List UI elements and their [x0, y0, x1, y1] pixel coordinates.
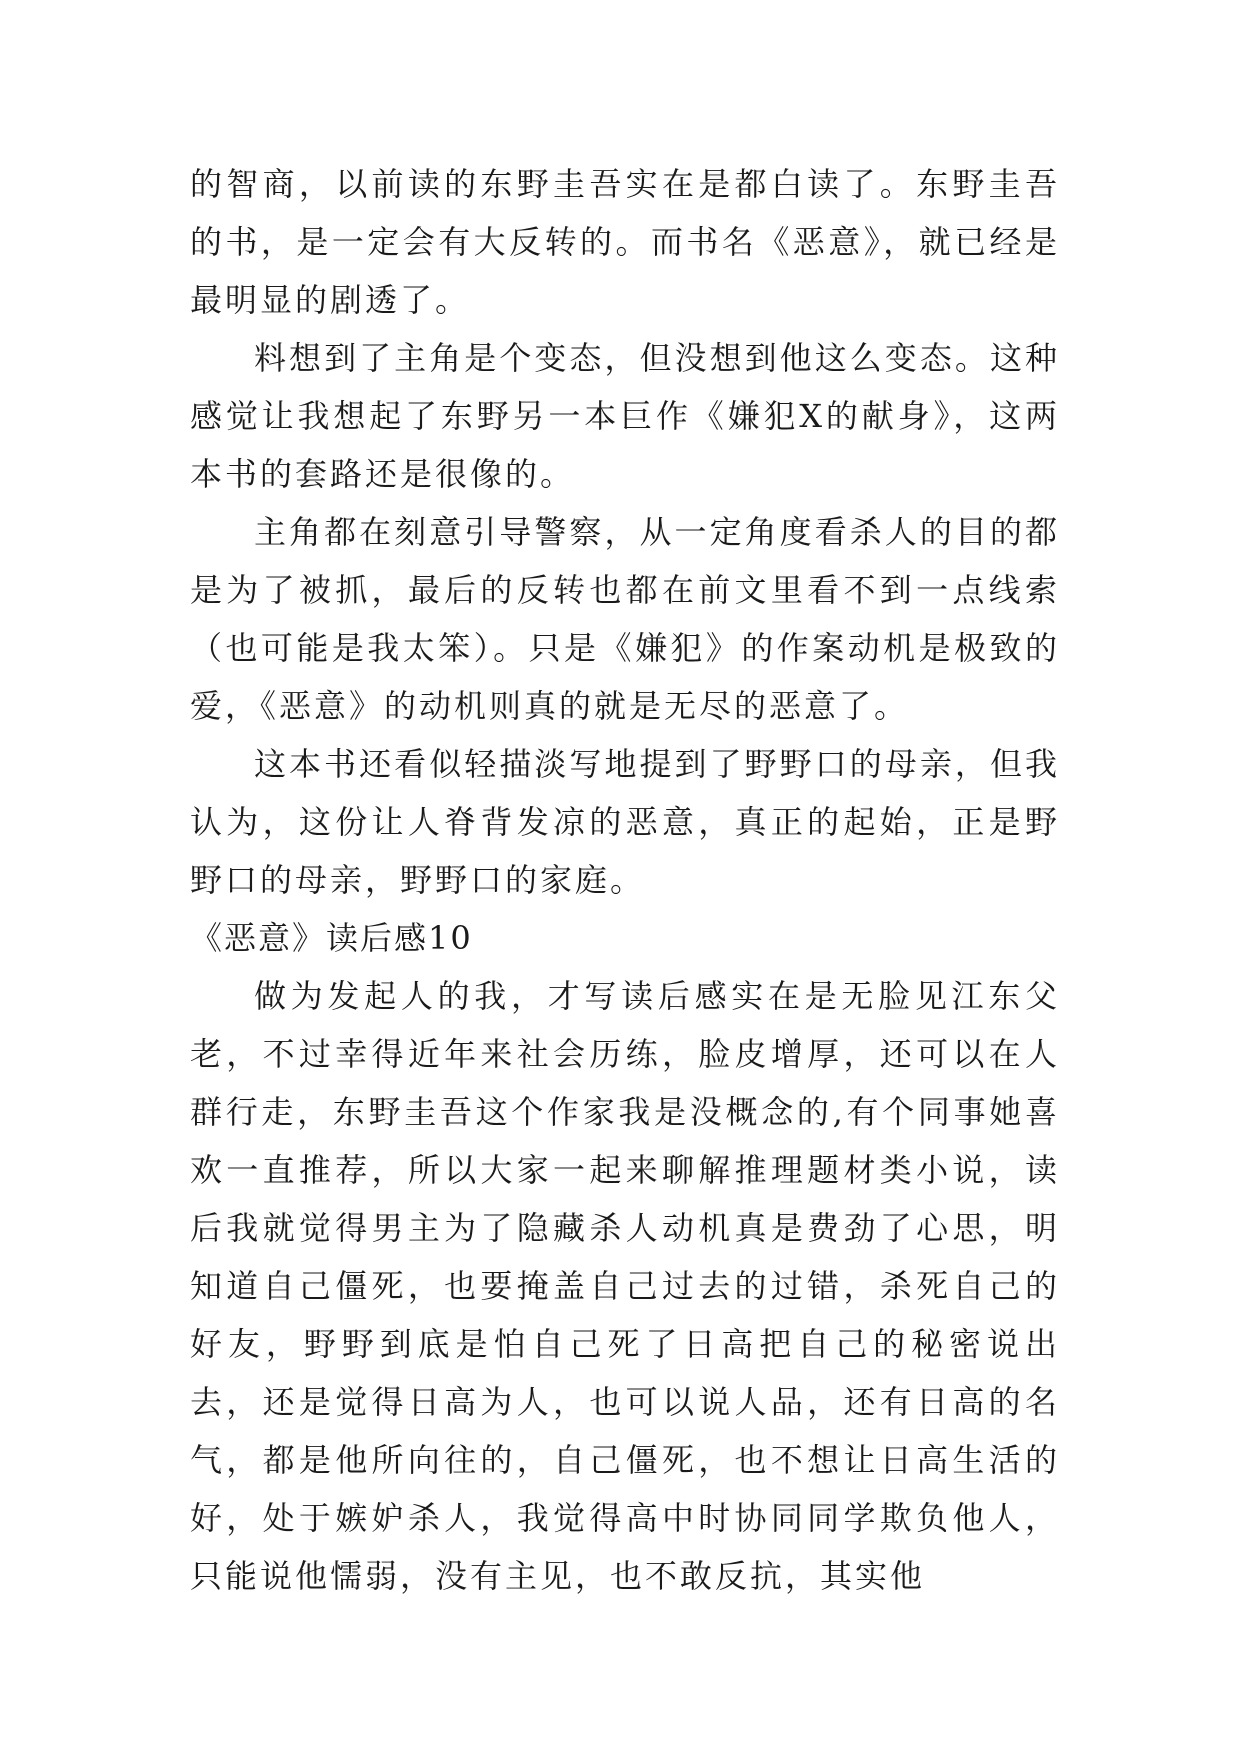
paragraph-3: 主角都在刻意引导警察，从一定角度看杀人的目的都是为了被抓，最后的反转也都在前文里看不到一点线索（也可能是我太笨）。只是《嫌犯》的作案动机是极致的爱，《恶意》的动机则真的就是无尽的恶意了。 — [190, 513, 1060, 725]
paragraph-2: 料想到了主角是个变态，但没想到他这么变态。这种感觉让我想起了东野另一本巨作《嫌犯X的献身》，这两本书的套路还是很像的。 — [190, 339, 1060, 493]
section-paragraph-1: 做为发起人的我，才写读后感实在是无脸见江东父老，不过幸得近年来社会历练，脸皮增厚，还可以在人群行走，东野圭吾这个作家我是没概念的,有个同事她喜欢一直推荐，所以大家一起来聊解推理题材类小说，读后我就觉得男主为了隐藏杀人动机真是费劲了心思，明知道自己僵死，也要掩盖自己过去的过错，杀死自己的好友，野野到底是怕自己死了日高把自己的秘密说出去，还是觉得日高为人，也可以说人品，还有日高的名气，都是他所向往的，自己僵死，也不想让日高生活的好，处于嫉妒杀人，我觉得高中时协同同学欺负他人，只能说他懦弱，没有主见，也不敢反抗，其实他 — [190, 977, 1060, 1595]
section-heading: 《恶意》读后感10 — [190, 919, 473, 957]
document-body — [190, 155, 1060, 1605]
paragraph-1: 的智商，以前读的东野圭吾实在是都白读了。东野圭吾的书，是一定会有大反转的。而书名《恶意》，就已经是最明显的剧透了。 — [190, 165, 1060, 319]
paragraph-4: 这本书还看似轻描淡写地提到了野野口的母亲，但我认为，这份让人脊背发凉的恶意，真正的起始，正是野野口的母亲，野野口的家庭。 — [190, 745, 1060, 899]
